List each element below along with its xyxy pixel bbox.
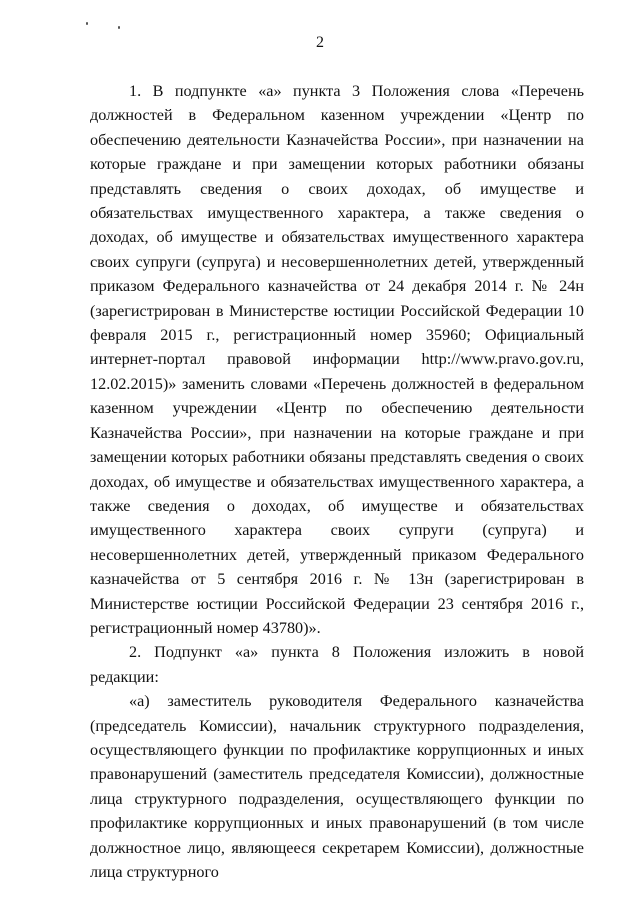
paragraph-1: 1. В подпункте «а» пункта 3 Положения слова «Перечень должностей в Федеральном казенном учреждении «Центр по обеспечению деятельности Казначейства России», при назначении на которые граждане и при замещении которых работники обязаны представлять сведения о своих доходах, об имуществе и обязательствах имущественного характера, а также сведения о доходах, об имуществе и обязательствах имущественного характера своих супруги (супруга) и несовершеннолетних детей, утвержденный приказом Федерального казначейства от 24 декабря 2014 г. № 24н (зарегистрирован в Министерстве юстиции Российской Федерации 10 февраля 2015 г., регистрационный номер 35960; Официальный интернет-портал правовой информации http://www.pravo.gov.ru, 12.02.2015)» заменить словами «Перечень должностей в федеральном казенном учреждении «Центр по обеспечению деятельности Казначейства России», при назначении на которые граждане и при замещении которых работники обязаны представлять сведения о своих доходах, об имуществе и обязательствах имущественного характера, а также сведения о доходах, об имуществе и обязательствах имущественного характера своих супруги (супруга) и несовершеннолетних детей, утвержденный приказом Федерального казначейства от 5 сентября 2016 г. № 13н (зарегистрирован в Министерстве юстиции Российской Федерации 23 сентября 2016 г., регистрационный номер 43780)». xyxy=(90,82,584,637)
scan-speck xyxy=(86,22,88,25)
scan-speck xyxy=(118,26,120,29)
page-number: 2 xyxy=(316,34,324,51)
paragraph-3: «а) заместитель руководителя Федерального казначейства (председатель Комиссии), начальник структурного подразделения, осуществляющего функции по профилактике коррупционных и иных правонарушений (заместитель председателя Комиссии), должностные лица структурного подразделения, осуществляющего функции по профилактике коррупционных и иных правонарушений (в том числе должностное лицо, являющееся секретарем Комиссии), должностные лица структурного xyxy=(90,692,584,881)
paragraph-2: 2. Подпункт «а» пункта 8 Положения изложить в новой редакции: xyxy=(90,643,584,686)
document-body xyxy=(90,79,584,884)
